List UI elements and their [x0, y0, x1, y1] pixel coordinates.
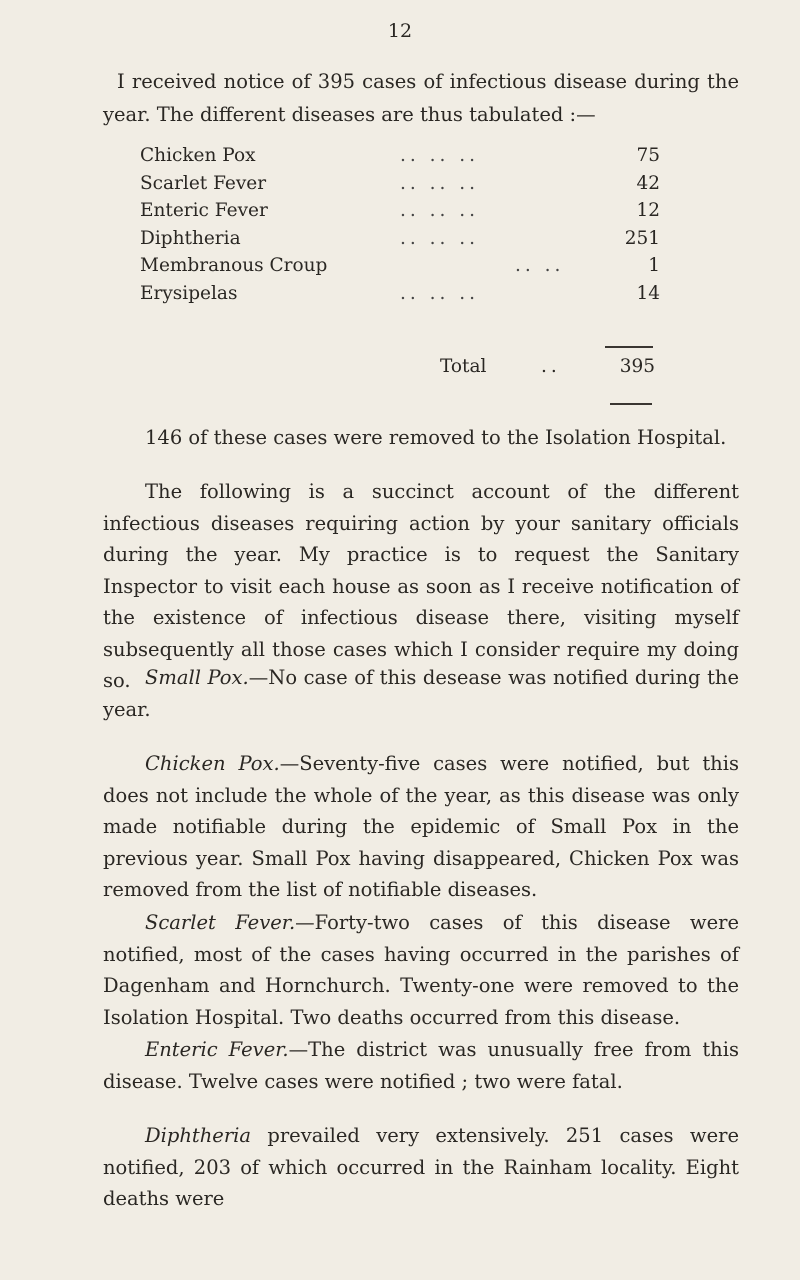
disease-name: Erysipelas: [140, 282, 238, 304]
case-count: 251: [624, 227, 660, 249]
case-count: 1: [648, 255, 660, 277]
leader-dots: .. .. ..: [400, 172, 480, 194]
table-row: [140, 225, 660, 253]
removed-paragraph: 146 of these cases were removed to the Isolation Hospital.: [145, 426, 727, 449]
diphtheria-paragraph: [103, 1120, 739, 1215]
disease-name: Diphtheria: [140, 227, 241, 249]
scarlet-fever-text: —Forty-two cases of this disease were notified, most of the cases having occurred in the parishes of Dagenham and Hornchurch. Twenty-one were removed to the Isolation Hospital. Two deaths occurred from this disease.: [103, 911, 739, 1029]
table-row: [140, 252, 660, 280]
scarlet-fever-paragraph: [103, 907, 739, 1033]
case-count: 75: [636, 145, 660, 167]
table-row: [140, 197, 660, 225]
disease-name: Membranous Croup: [140, 255, 328, 277]
diphtheria-heading: Diphtheria: [145, 1124, 252, 1147]
table-row: [140, 280, 660, 308]
case-count: 42: [636, 172, 660, 194]
small-pox-heading: Small Pox.: [145, 666, 249, 689]
page-number: 12: [387, 20, 413, 42]
disease-name: Chicken Pox: [140, 145, 256, 167]
leader-dots: .. .. ..: [400, 200, 480, 222]
table-row: [140, 142, 660, 170]
chicken-pox-paragraph: [103, 748, 739, 906]
enteric-fever-heading: Enteric Fever.: [145, 1038, 289, 1061]
total-rule-bottom: [610, 403, 652, 405]
small-pox-text: —No case of this desease was notified during the year.: [103, 666, 739, 721]
total-leader-dots: ..: [541, 356, 561, 377]
small-pox-paragraph: [103, 662, 739, 725]
total-rule-top: [605, 346, 653, 348]
chicken-pox-text: —Seventy-five cases were notified, but this does not include the whole of the year, as this disease was only made notifiable during the epidemic of Small Pox in the previous year. Small Pox having disappeared, Chicken Pox was removed from the list of notifiable diseases.: [103, 752, 739, 901]
enteric-fever-text: —The district was unusually free from this disease. Twelve cases were notified ; two were fatal.: [103, 1038, 739, 1093]
case-count: 12: [636, 200, 660, 222]
intro-second-line: year. The different diseases are thus tabulated :—: [103, 103, 596, 126]
following-paragraph: The following is a succinct account of the different infectious diseases requiring action by your sanitary officials during the year. My practice is to request the Sanitary Inspector to visit each house as soon as I receive notification of the existence of infectious disease there, visiting myself subsequently all those cases which I consider require my doing so.: [103, 480, 739, 692]
intro-first-line: I received notice of 395 cases of infectious disease during the: [117, 70, 739, 93]
leader-dots: .. ..: [515, 255, 565, 277]
disease-table: [140, 142, 660, 307]
enteric-fever-paragraph: [103, 1034, 739, 1097]
total-value: 395: [619, 356, 655, 377]
diphtheria-text: prevailed very extensively. 251 cases were notified, 203 of which occurred in the Rainham locality. Eight deaths were: [103, 1124, 739, 1210]
scarlet-fever-heading: Scarlet Fever.: [145, 911, 296, 934]
disease-name: Enteric Fever: [140, 200, 268, 222]
case-count: 14: [636, 282, 660, 304]
leader-dots: .. .. ..: [400, 145, 480, 167]
disease-name: Scarlet Fever: [140, 172, 267, 194]
chicken-pox-heading: Chicken Pox.: [145, 752, 280, 775]
total-label: Total: [440, 356, 487, 377]
table-row: [140, 170, 660, 198]
leader-dots: .. .. ..: [400, 282, 480, 304]
leader-dots: .. .. ..: [400, 227, 480, 249]
